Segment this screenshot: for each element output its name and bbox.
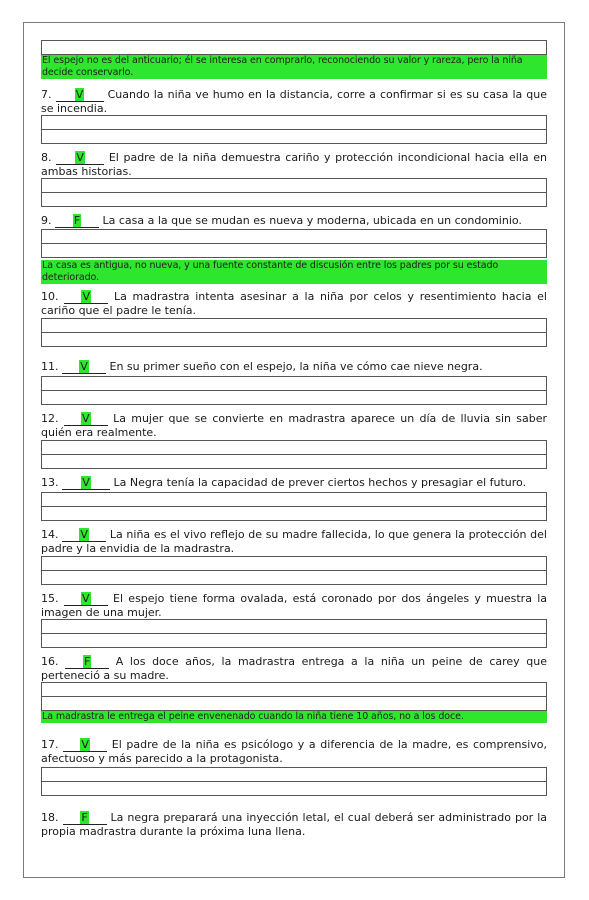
- question-14: [41, 528, 547, 556]
- question-number: 13.: [41, 476, 59, 489]
- answer-blank[interactable]: [55, 215, 99, 228]
- question-7: [41, 88, 547, 116]
- answer-mark: V: [80, 528, 88, 541]
- answer-box[interactable]: [41, 318, 547, 347]
- question-number: 12.: [41, 412, 59, 425]
- correction-note: La casa es antigua, no nueva, y una fuente constante de discusión entre los padres por su estado deteriorado.: [41, 260, 547, 284]
- question-number: 9.: [41, 214, 52, 227]
- answer-box[interactable]: [41, 619, 547, 648]
- answer-box[interactable]: [41, 229, 547, 258]
- question-text: Cuando la niña ve humo en la distancia, corre a confirmar si es su casa la que se incendia.: [41, 88, 548, 115]
- answer-blank[interactable]: [62, 361, 106, 374]
- answer-mark: V: [82, 476, 90, 489]
- question-number: 17.: [41, 738, 59, 751]
- question-number: 18.: [41, 811, 59, 824]
- question-text: El padre de la niña demuestra cariño y protección incondicional hacia ella en ambas historias.: [41, 151, 548, 178]
- question-10: [41, 290, 547, 318]
- question-text: En su primer sueño con el espejo, la niña ve cómo cae nieve negra.: [109, 360, 483, 373]
- question-9: [41, 214, 547, 228]
- answer-blank[interactable]: [64, 291, 108, 304]
- answer-mark: F: [73, 214, 81, 227]
- question-number: 15.: [41, 592, 59, 605]
- answer-mark: F: [81, 811, 88, 824]
- question-number: 14.: [41, 528, 59, 541]
- question-13: [41, 476, 547, 490]
- question-11: [41, 360, 547, 374]
- answer-blank[interactable]: [64, 593, 108, 606]
- answer-mark: F: [83, 655, 91, 668]
- question-text: La niña es el vivo reflejo de su madre fallecida, lo que genera la protección del padre y la envidia de la madrastra.: [41, 528, 547, 555]
- question-text: La Negra tenía la capacidad de prever ciertos hechos y presagiar el futuro.: [113, 476, 527, 489]
- answer-box[interactable]: [41, 115, 547, 144]
- question-number: 10.: [41, 290, 59, 303]
- question-16: [41, 655, 547, 683]
- answer-mark: V: [80, 360, 88, 373]
- answer-blank[interactable]: [63, 739, 107, 752]
- answer-mark: V: [82, 290, 90, 303]
- question-text: A los doce años, la madrastra entrega a la niña un peine de carey que perteneció a su madre.: [41, 655, 548, 682]
- question-text: El espejo tiene forma ovalada, está coronado por dos ángeles y muestra la imagen de una mujer.: [41, 592, 547, 619]
- question-17: [41, 738, 547, 766]
- answer-box[interactable]: [41, 682, 547, 711]
- answer-blank[interactable]: [56, 89, 104, 102]
- answer-box[interactable]: [41, 767, 547, 796]
- answer-mark: V: [75, 88, 84, 101]
- answer-blank[interactable]: [56, 152, 104, 165]
- question-number: 7.: [41, 88, 52, 101]
- answer-box[interactable]: [41, 440, 547, 469]
- question-8: [41, 151, 547, 179]
- answer-mark: V: [82, 592, 90, 605]
- answer-box[interactable]: [41, 492, 547, 521]
- answer-box[interactable]: [41, 376, 547, 405]
- answer-box[interactable]: [41, 556, 547, 585]
- answer-blank[interactable]: [65, 656, 109, 669]
- question-text: La negra preparará una inyección letal, el cual deberá ser administrado por la propia madrastra durante la próxima luna llena.: [41, 811, 548, 838]
- answer-mark: V: [82, 412, 90, 425]
- question-18: [41, 811, 547, 839]
- question-number: 11.: [41, 360, 59, 373]
- question-number: 16.: [41, 655, 59, 668]
- question-text: La mujer que se convierte en madrastra aparece un día de lluvia sin saber quién era realmente.: [41, 412, 548, 439]
- correction-note: El espejo no es del anticuario; él se interesa en comprarlo, reconociendo su valor y rareza, pero la niña decide conservarlo.: [41, 55, 547, 79]
- answer-blank[interactable]: [62, 529, 106, 542]
- question-text: La madrastra intenta asesinar a la niña por celos y resentimiento hacia el cariño que el padre le tenía.: [41, 290, 547, 317]
- answer-blank[interactable]: [63, 812, 107, 825]
- question-number: 8.: [41, 151, 52, 164]
- answer-mark: V: [76, 151, 84, 164]
- question-15: [41, 592, 547, 620]
- correction-note: La madrastra le entrega el peine envenenado cuando la niña tiene 10 años, no a los doce.: [41, 711, 547, 723]
- question-text: La casa a la que se mudan es nueva y moderna, ubicada en un condominio.: [102, 214, 522, 227]
- answer-box[interactable]: [41, 178, 547, 207]
- question-12: [41, 412, 547, 440]
- answer-blank[interactable]: [62, 477, 110, 490]
- question-text: El padre de la niña es psicólogo y a diferencia de la madre, es comprensivo, afectuoso y más parecido a la protagonista.: [41, 738, 548, 765]
- answer-blank[interactable]: [64, 413, 108, 426]
- answer-mark: V: [81, 738, 89, 751]
